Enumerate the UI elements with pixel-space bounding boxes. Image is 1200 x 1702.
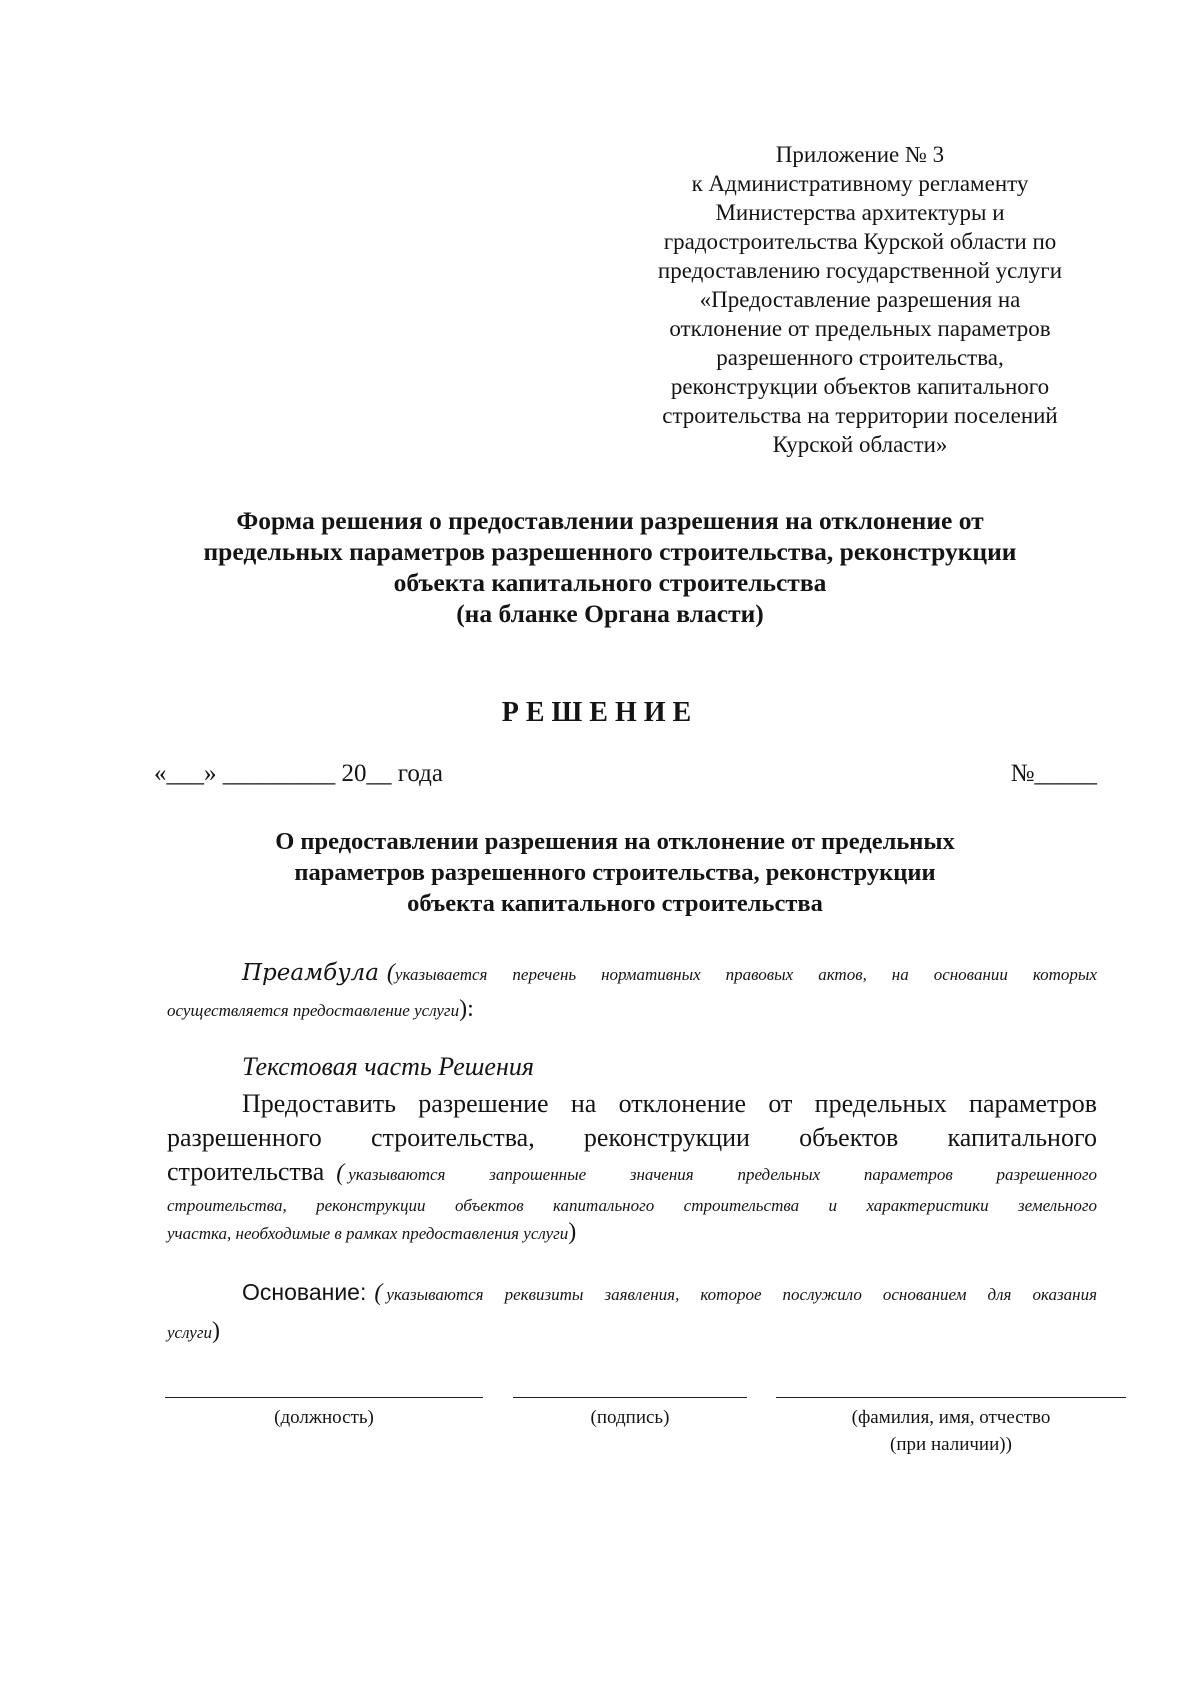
- signature-line: [513, 1397, 747, 1398]
- form-title-line: предельных параметров разрешенного строительства, реконструкции: [203, 537, 1017, 566]
- appendix-line: Министерства архитектуры и: [715, 200, 1005, 225]
- preamble-note-line: указывается перечень нормативных правовых актов, на основании которых: [394, 965, 1097, 984]
- decision-subject: [150, 826, 1080, 919]
- appendix-line: разрешенного строительства,: [716, 345, 1004, 370]
- subject-line: объекта капитального строительства: [407, 890, 823, 917]
- form-title-line: объекта капитального строительства: [393, 568, 827, 597]
- appendix-line: «Предоставление разрешения на: [699, 287, 1021, 312]
- number-line: №_____: [1010, 760, 1097, 787]
- form-title-line: Форма решения о предоставлении разрешения на отклонение от: [236, 506, 984, 535]
- preamble-end: ):: [459, 996, 474, 1022]
- text-part-label: Текстовая часть Решения: [242, 1052, 534, 1081]
- body-line: строительства ( указываются запрошенные значения предельных параметров разрешенного: [167, 1157, 1097, 1186]
- text-part-note: строительства, реконструкции объектов капитального строительства и характеристики земельного участка, необходимые в рамках предоставления услуги): [167, 1196, 1097, 1245]
- body-line: разрешенного строительства, реконструкции объектов капитального: [167, 1123, 1097, 1152]
- appendix-line: Приложение № 3: [775, 142, 945, 167]
- form-title: [120, 505, 1100, 629]
- signature-caption: (подпись): [590, 1407, 670, 1428]
- basis-section: Основание: ( указываются реквизиты заявления, которое послужило основанием для оказания услуги): [167, 1274, 1097, 1352]
- appendix-line: к Административному регламенту: [691, 171, 1029, 196]
- text-part-body: [167, 1087, 1097, 1247]
- name-caption: (фамилия, имя, отчество (при наличии)): [851, 1407, 1051, 1455]
- appendix-line: реконструкции объектов капитального: [670, 374, 1050, 399]
- appendix-line: градостроительства Курской области по: [663, 229, 1057, 254]
- appendix-line: Курской области»: [772, 432, 948, 457]
- subject-line: параметров разрешенного строительства, реконструкции: [294, 859, 936, 886]
- preamble-note-line: осуществляется предоставление услуги: [167, 1001, 460, 1020]
- date-line: «___» _________ 20__ года: [154, 760, 443, 787]
- decision-heading: РЕШЕНИЕ: [501, 697, 699, 728]
- form-title-line: (на бланке Органа власти): [456, 599, 764, 628]
- appendix-line: строительства на территории поселений: [662, 403, 1058, 428]
- appendix-line: отклонение от предельных параметров: [669, 316, 1051, 341]
- position-caption: (должность): [274, 1407, 374, 1428]
- basis-note-line: указываются реквизиты заявления, которое послужило основанием для оказания: [386, 1285, 1097, 1304]
- body-line: Предоставить разрешение на отклонение от предельных параметров: [242, 1089, 1097, 1118]
- basis-label: Основание:: [242, 1279, 367, 1305]
- position-signature-line: [165, 1397, 483, 1398]
- appendix-line: предоставлению государственной услуги: [657, 258, 1063, 283]
- appendix-header: [600, 140, 1120, 459]
- name-signature-line: [776, 1397, 1126, 1398]
- basis-note-line: услуги: [167, 1323, 212, 1342]
- preamble-label: Преамбула: [242, 960, 379, 986]
- subject-line: О предоставлении разрешения на отклонение от предельных: [275, 828, 955, 855]
- preamble-section: Преамбула ( указывается перечень нормативных правовых актов, на основании которых осуществляется предоставление услуги):: [167, 956, 1097, 1029]
